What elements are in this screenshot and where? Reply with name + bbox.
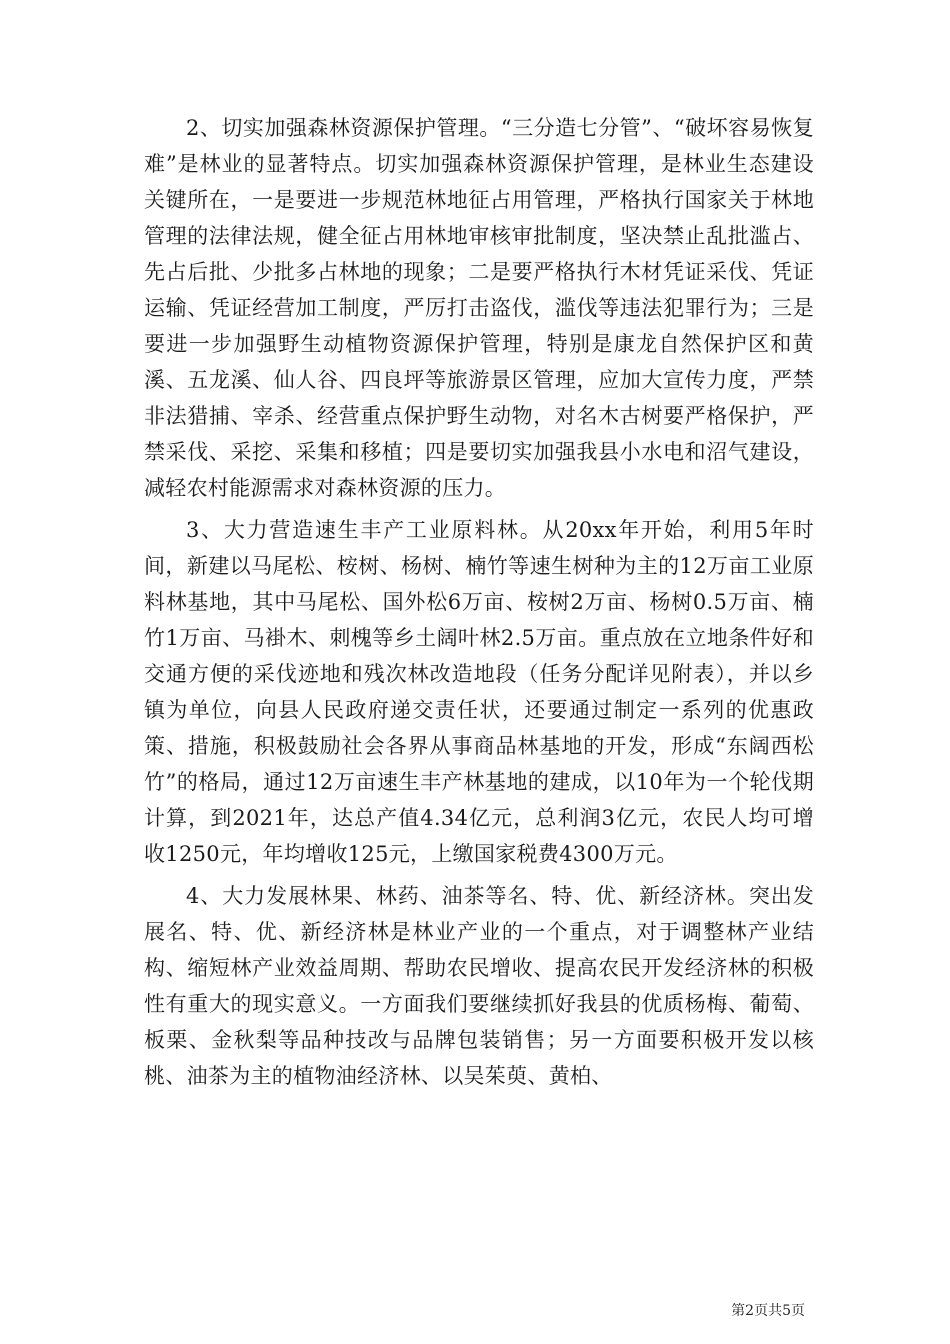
document-body bbox=[144, 110, 814, 1094]
paragraph-forest-protection: 2、切实加强森林资源保护管理。“三分造七分管”、“破坏容易恢复难”是林业的显著特点。切实加强森林资源保护管理，是林业生态建设关键所在，一是要进一步规范林地征占用管理，严格执行国家关于林地管理的法律法规，健全征占用林地审核审批制度，坚决禁止乱批滥占、先占后批、少批多占林地的现象；二是要严格执行木材凭证采伐、凭证运输、凭证经营加工制度，严厉打击盗伐，滥伐等违法犯罪行为；三是要进一步加强野生动植物资源保护管理，特别是康龙自然保护区和黄溪、五龙溪、仙人谷、四良坪等旅游景区管理，应加大宣传力度，严禁非法猎捕、宰杀、经营重点保护野生动物，对名木古树要严格保护，严禁采伐、采挖、采集和移植；四是要切实加强我县小水电和沼气建设，减轻农村能源需求对森林资源的压力。 bbox=[144, 116, 814, 500]
paragraph-industrial-forest: 3、大力营造速生丰产工业原料林。从20xx年开始，利用5年时间，新建以马尾松、桉树、杨树、楠竹等速生树种为主的12万亩工业原料林基地，其中马尾松、国外松6万亩、桉树2万亩、杨树0.5万亩、楠竹1万亩、马褂木、刺槐等乡土阔叶林2.5万亩。重点放在立地条件好和交通方便的采伐迹地和残次林改造地段（任务分配详见附表），并以乡镇为单位，向县人民政府递交责任状，还要通过制定一系列的优惠政策、措施，积极鼓励社会各界从事商品林基地的开发，形成“东阔西松竹”的格局，通过12万亩速生丰产林基地的建成，以10年为一个轮伐期计算，到2021年，达总产值4.34亿元，总利润3亿元，农民人均可增收1250元，年均增收125元，上缴国家税费4300万元。 bbox=[144, 518, 814, 866]
paragraph-economic-forest: 4、大力发展林果、林药、油茶等名、特、优、新经济林。突出发展名、特、优、新经济林是林业产业的一个重点，对于调整林产业结构、缩短林产业效益周期、帮助农民增收、提高农民开发经济林的积极性有重大的现实意义。一方面我们要继续抓好我县的优质杨梅、葡萄、板栗、金秋梨等品种技改与品牌包装销售；另一方面要积极开发以核桃、油茶为主的植物油经济林、以吴茱萸、黄柏、 bbox=[144, 884, 814, 1088]
page-number: 第2页共5页 bbox=[731, 1303, 805, 1319]
